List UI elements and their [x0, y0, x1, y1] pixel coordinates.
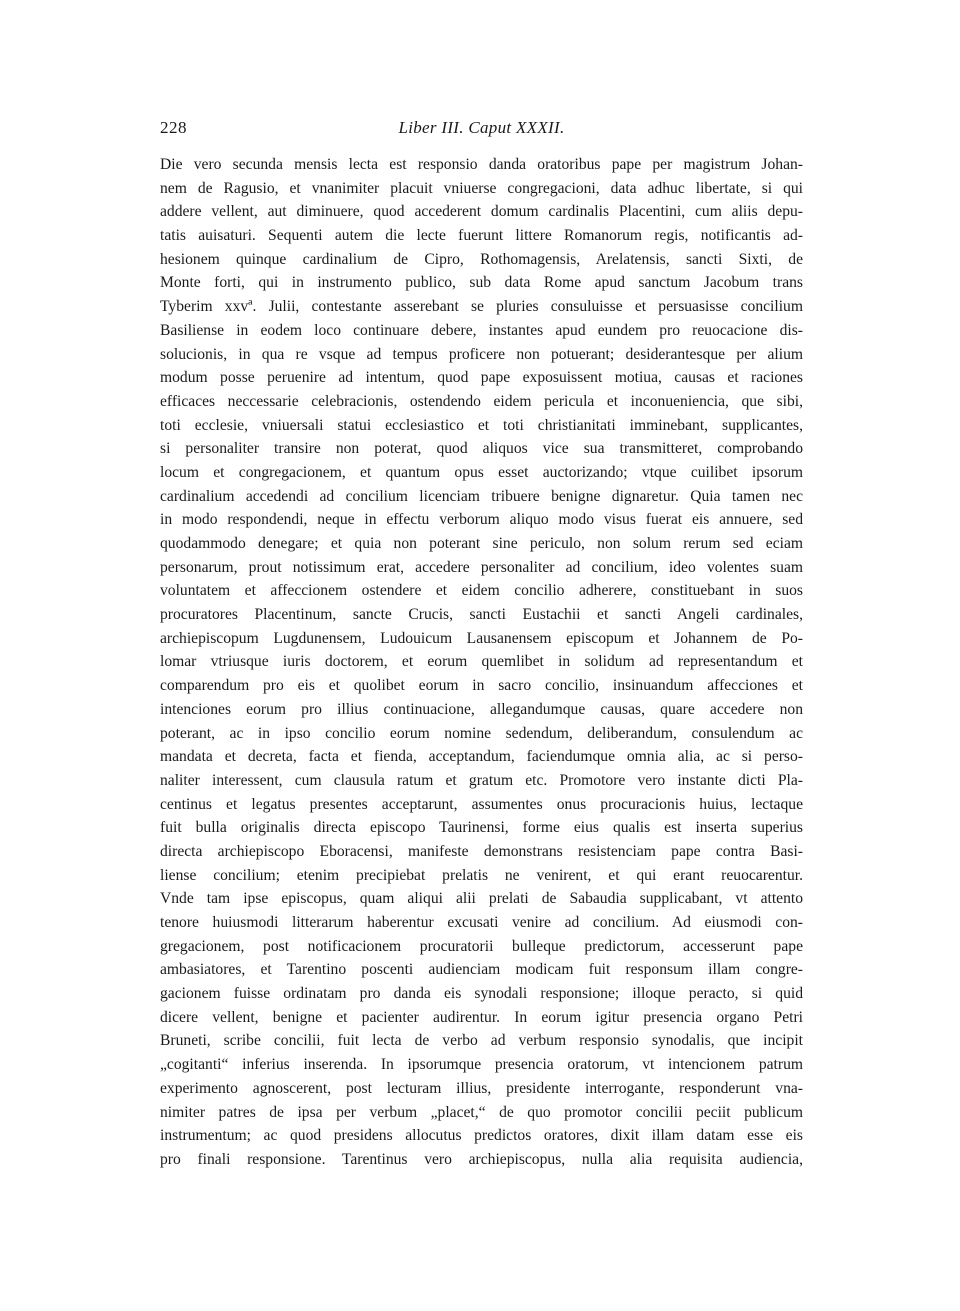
text-line: modum posse peruenire ad intentum, quod pape exposuissent motiua, causas et raciones — [160, 369, 803, 387]
text-line: naliter interessent, cum clausula ratum et gratum etc. Promotore vero instante dicti Pla- — [160, 771, 803, 789]
text-line: gacionem fuisse ordinatam pro danda eis synodali responsione; illoque peracto, si quid — [160, 985, 803, 1003]
text-line: cardinalium accedendi ad concilium licenciam tribuere benigne dignaretur. Quia tamen nec — [160, 487, 803, 505]
text-line: si personaliter transire non poterat, quod aliquos vice sua transmitteret, comprobando — [160, 440, 803, 458]
text-line: mandata et decreta, facta et fienda, acceptandum, faciendumque omnia alia, ac si perso- — [160, 748, 803, 766]
text-line: instrumentum; ac quod presidens allocutus predictos oratores, dixit illam datam esse eis — [160, 1127, 803, 1145]
text-line: intenciones eorum pro illius continuacione, allegandumque causas, quare accedere non — [160, 700, 803, 718]
text-line: voluntatem et affeccionem ostendere et eidem concilio adherere, constituebant in suos — [160, 582, 803, 600]
text-line: locum et congregacionem, et quantum opus esset auctorizando; vtque cuilibet ipsorum — [160, 463, 803, 481]
text-line: fuit bulla originalis directa episcopo Taurinensi, forme eius qualis est inserta superius — [160, 819, 803, 837]
text-line: solucionis, in qua re vsque ad tempus proficere non potuerant; desiderantesque per alium — [160, 345, 803, 363]
text-line: efficaces neccessarie celebracionis, ostendendo eidem pericula et inconueniencia, que sibi, — [160, 392, 803, 410]
text-line: Bruneti, scribe concilii, fuit lecta de verbo ad verbum responsio synodalis, que incipit — [160, 1032, 803, 1050]
text-line: dicere vellent, benigne et pacienter audirentur. In eorum igitur presencia organo Petri — [160, 1008, 803, 1026]
text-line: directa archiepiscopo Eboracensi, manifeste demonstrans resistenciam pape contra Basi- — [160, 842, 803, 860]
text-line: procuratores Placentinum, sancte Crucis, sancti Eustachii et sancti Angeli cardinales, — [160, 606, 803, 624]
body-text — [160, 153, 803, 1172]
text-line: nimiter patres de ipsa per verbum „placet,“ de quo promotor concilii peciit publicum — [160, 1103, 803, 1121]
text-line: centinus et legatus presentes acceptarunt, assumentes onus procuracionis huius, lectaque — [160, 795, 803, 813]
text-line: personarum, prout notissimum erat, accedere personaliter ad concilium, ideo volentes suam — [160, 558, 803, 576]
text-line: Monte forti, qui in instrumento publico, sub data Rome apud sanctum Jacobum trans — [160, 274, 803, 292]
text-line: lomar vtriusque iuris doctorem, et eorum quemlibet in solidum ad representandum et — [160, 653, 803, 671]
text-line: liense concilium; etenim precipiebat prelatis ne venirent, et qui erant reuocarentur. — [160, 866, 803, 884]
text-line: addere vellent, aut diminuere, quod accederent domum cardinalis Placentini, cum aliis depu- — [160, 203, 803, 221]
page-number: 228 — [160, 118, 187, 137]
text-line: Tyberim xxvª. Julii, contestante asserebant se pluries consuluisse et persuasisse concilium — [160, 298, 803, 316]
text-line: gregacionem, post notificacionem procuratorii bulleque predictorum, accesserunt pape — [160, 937, 803, 955]
text-line: hesionem quinque cardinalium de Cipro, Rothomagensis, Arelatensis, sancti Sixti, de — [160, 250, 803, 268]
text-line: poterant, ac in ipso concilio eorum nomine sedendum, deliberandum, consulendum ac — [160, 724, 803, 742]
text-line: experimento agnoscerent, post lecturam illius, presidente interrogante, responderunt vna- — [160, 1079, 803, 1097]
text-line: quodammodo denegare; et quia non poterant sine periculo, non solum rerum sed eciam — [160, 535, 803, 552]
text-line: archiepiscopum Lugdunensem, Ludouicum Lausanensem episcopum et Johannem de Po- — [160, 629, 803, 647]
text-line: pro finali responsione. Tarentinus vero archiepiscopus, nulla alia requisita audiencia, — [160, 1150, 803, 1168]
text-line: ambasiatores, et Tarentino poscenti audienciam modicam fuit responsum illam congre- — [160, 961, 803, 979]
text-line: Vnde tam ipse episcopus, quam aliqui alii prelati de Sabaudia supplicabant, vt attento — [160, 890, 803, 908]
running-title: Liber III. Caput XXXII. — [398, 118, 565, 137]
text-line: tatis auisaturi. Sequenti autem die lecte fuerunt littere Romanorum regis, notificantis ad- — [160, 227, 803, 245]
text-line: comparendum pro eis et quolibet eorum in sacro concilio, insinuandum affecciones et — [160, 677, 803, 695]
text-line: toti ecclesie, vniuersali statui ecclesiastico et toti christianitati imminebant, supplicantes, — [160, 416, 803, 434]
text-line: Basiliense in eodem loco continuare debere, instantes apud eundem pro reuocacione dis- — [160, 321, 803, 339]
text-line: in modo respondendi, neque in effectu verborum aliquo modo visus fuerat eis annuere, sed — [160, 511, 803, 529]
text-line: „cogitanti“ inferius inserenda. In ipsorumque presencia oratorum, vt intencionem patrum — [160, 1056, 803, 1074]
running-head — [160, 118, 803, 146]
text-line: Die vero secunda mensis lecta est responsio danda oratoribus pape per magistrum Johan- — [160, 156, 803, 173]
text-line: tenore huiusmodi litterarum haberentur excusati venire ad concilium. Ad eiusmodi con- — [160, 914, 803, 931]
text-line: nem de Ragusio, et vnanimiter placuit vniuerse congregacioni, data adhuc libertate, si qui — [160, 179, 803, 197]
